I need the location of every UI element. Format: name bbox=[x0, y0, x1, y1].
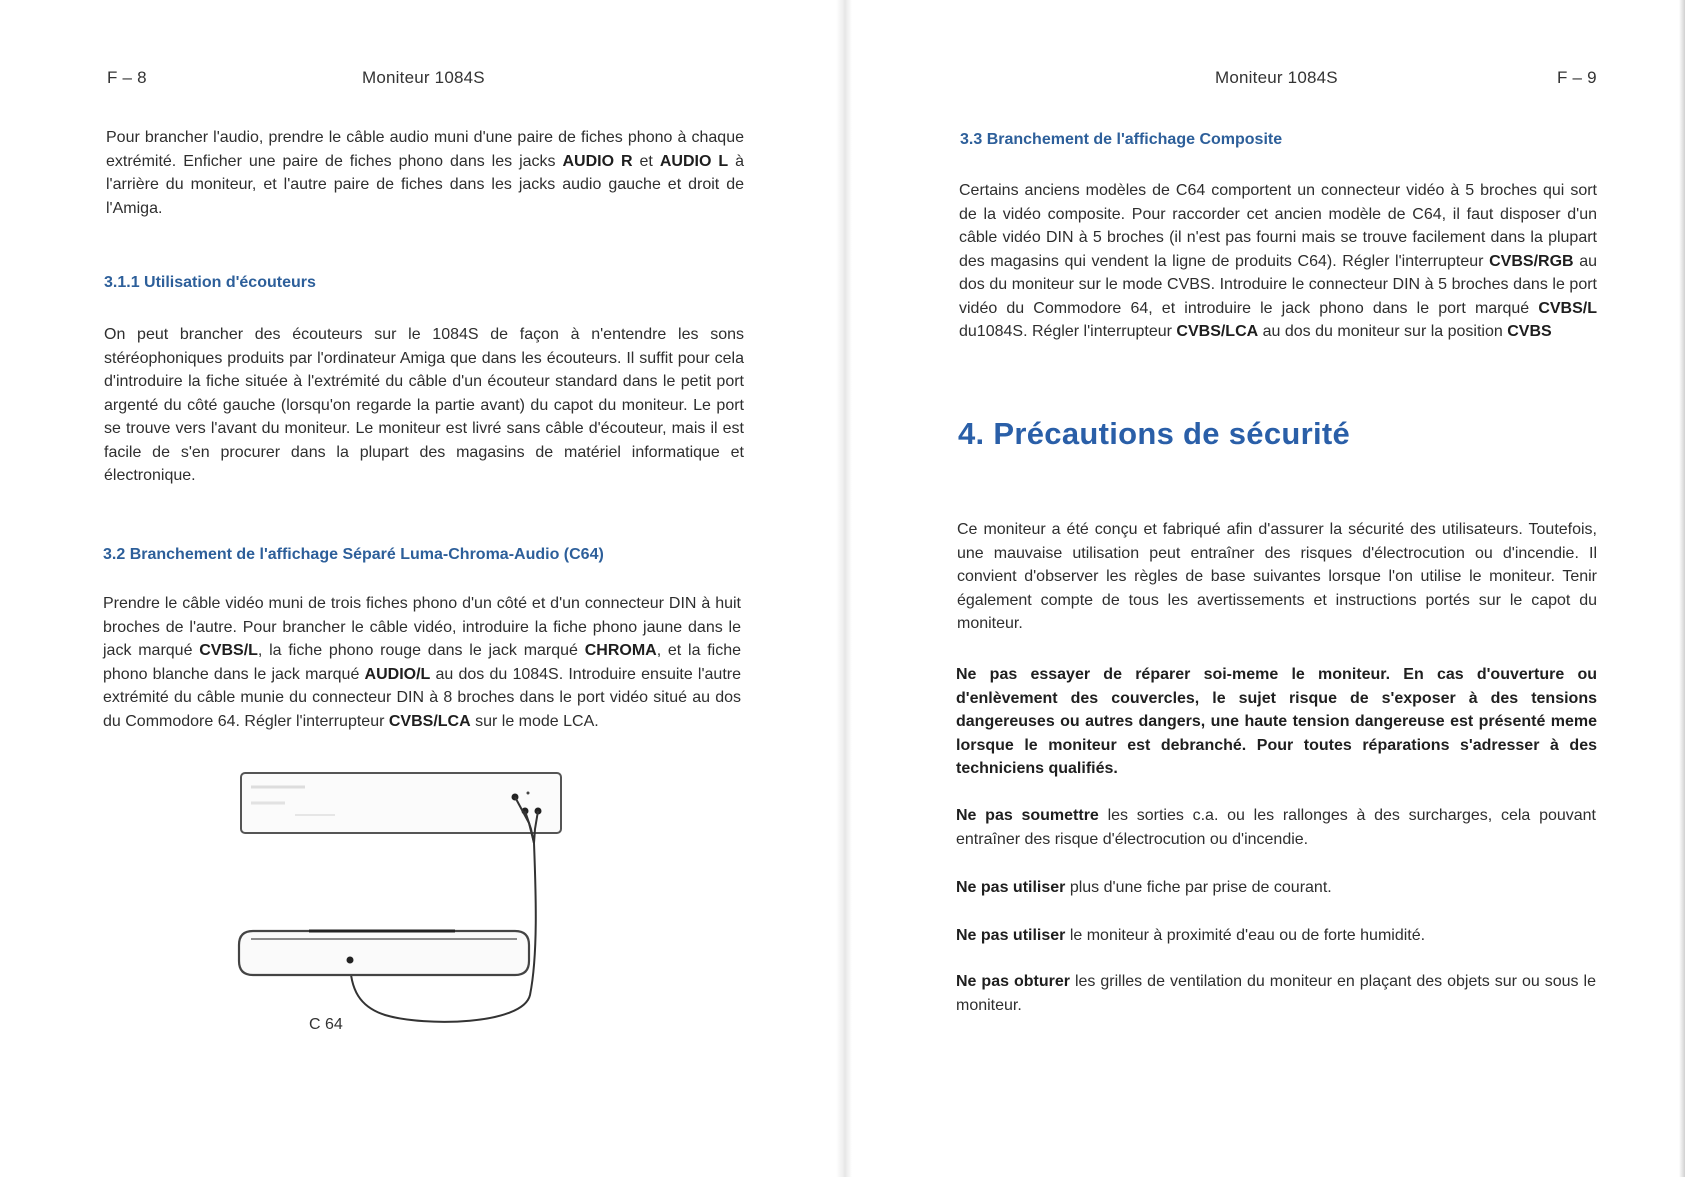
section-3-1-1-text: On peut brancher des écouteurs sur le 1084S de façon à n'entendre les sons stéréophoniques produits par l'ordinateur Amiga que dans les écouteurs. Il suffit pour cela d'introduire la fiche située à l'extrémité du câble d'un écouteur standard dans le petit port argenté du côté gauche (lorsqu'on regarde la partie avant) du capot du moniteur. Le port se trouve vers l'avant du moniteur. Le moniteur est livré sans câble d'écouteur, mais il est facile de s'en procurer dans la plupart des magasins de matériel informatique et électronique. bbox=[104, 326, 744, 484]
safety-rule-plugs: Ne pas utiliser plus d'une fiche par prise de courant. bbox=[956, 879, 1332, 896]
safety-intro-paragraph: Ce moniteur a été conçu et fabriqué afin d'assurer la sécurité des utilisateurs. Toutefois, une mauvaise utilisation peut entraîner des risques d'électrocution ou d'incendie. Il convient d'observer les règles de base suivantes lorsque l'on utilise le moniteur. Tenir également compte de tous les avertissements et instructions portés sur le capot du moniteur. bbox=[957, 521, 1597, 632]
diagram-caption: C 64 bbox=[309, 1016, 343, 1033]
safety-warning-repair: Ne pas essayer de réparer soi-meme le moniteur. En cas d'ouverture ou d'enlèvement des couvercles, le sujet risque de s'exposer à des tensions dangereuses ou autres dangers, une haute tension dangereuse est présenté meme lorsque le moniteur est debranché. Pour toutes réparations s'adresser à des techniciens qualifiés. bbox=[956, 666, 1597, 777]
right-page bbox=[842, 0, 1685, 1177]
running-header-right: Moniteur 1084S bbox=[1215, 68, 1338, 87]
page-number-left: F – 8 bbox=[107, 68, 147, 87]
audio-intro-paragraph: Pour brancher l'audio, prendre le câble audio muni d'une paire de fiches phono à chaque extrémité. Enficher une paire de fiches phono dans les jacks AUDIO R et AUDIO L à l'arrière du moniteur, et l'autre paire de fiches dans les jacks audio gauche et droit de l'Amiga. bbox=[106, 129, 744, 217]
section-3-1-1-title: 3.1.1 Utilisation d'écouteurs bbox=[104, 274, 316, 291]
safety-rule-water: Ne pas utiliser le moniteur à proximité d'eau ou de forte humidité. bbox=[956, 927, 1426, 944]
c64-computer bbox=[239, 931, 529, 975]
safety-rule-overload: Ne pas soumettre les sorties c.a. ou les rallonges à des surcharges, cela pouvant entraîner des risque d'électrocution ou d'incendie. bbox=[956, 807, 1597, 848]
left-page bbox=[0, 0, 842, 1177]
running-header-left: Moniteur 1084S bbox=[362, 68, 485, 87]
chapter-4-title: 4. Précautions de sécurité bbox=[958, 416, 1351, 451]
section-3-3-text: Certains anciens modèles de C64 comportent un connecteur vidéo à 5 broches qui sort de la vidéo composite. Pour raccorder cet ancien modèle de C64, il faut disposer d'un câble vidéo DIN à 5 broches (il n'est pas fourni mais se trouve facilement dans la plupart des magasins qui vendent la ligne de produits C64). Régler l'interrupteur CVBS/RGB au dos du moniteur sur le mode CVBS. Introduire le connecteur DIN à 5 broches dans le port vidéo du Commodore 64, et introduire le jack phono dans le port marqué CVBS/L du1084S. Régler l'interrupteur CVBS/LCA au dos du moniteur sur la position CVBS bbox=[959, 182, 1598, 340]
monitor-rear-panel bbox=[241, 773, 561, 833]
c64-connection-diagram bbox=[225, 765, 570, 1035]
section-3-2-title: 3.2 Branchement de l'affichage Séparé Luma-Chroma-Audio (C64) bbox=[103, 546, 604, 563]
section-3-3-title: 3.3 Branchement de l'affichage Composite bbox=[960, 131, 1283, 148]
section-3-2-text: Prendre le câble vidéo muni de trois fiches phono d'un côté et d'un connecteur DIN à huit broches de l'autre. Pour brancher le câble vidéo, introduire la fiche phono jaune dans le jack marqué CVBS/L, la fiche phono rouge dans le jack marqué CHROMA, et la fiche phono blanche dans le jack marqué AUDIO/L au dos du 1084S. Introduire ensuite l'autre extrémité du câble munie du connecteur DIN à 8 broches dans le port vidéo situé au dos du Commodore 64. Régler l'interrupteur CVBS/LCA sur le mode LCA. bbox=[103, 595, 742, 730]
safety-rule-vents: Ne pas obturer les grilles de ventilation du moniteur en plaçant des objets sur ou sous le moniteur. bbox=[956, 973, 1596, 1014]
page-number-right: F – 9 bbox=[1557, 68, 1597, 87]
